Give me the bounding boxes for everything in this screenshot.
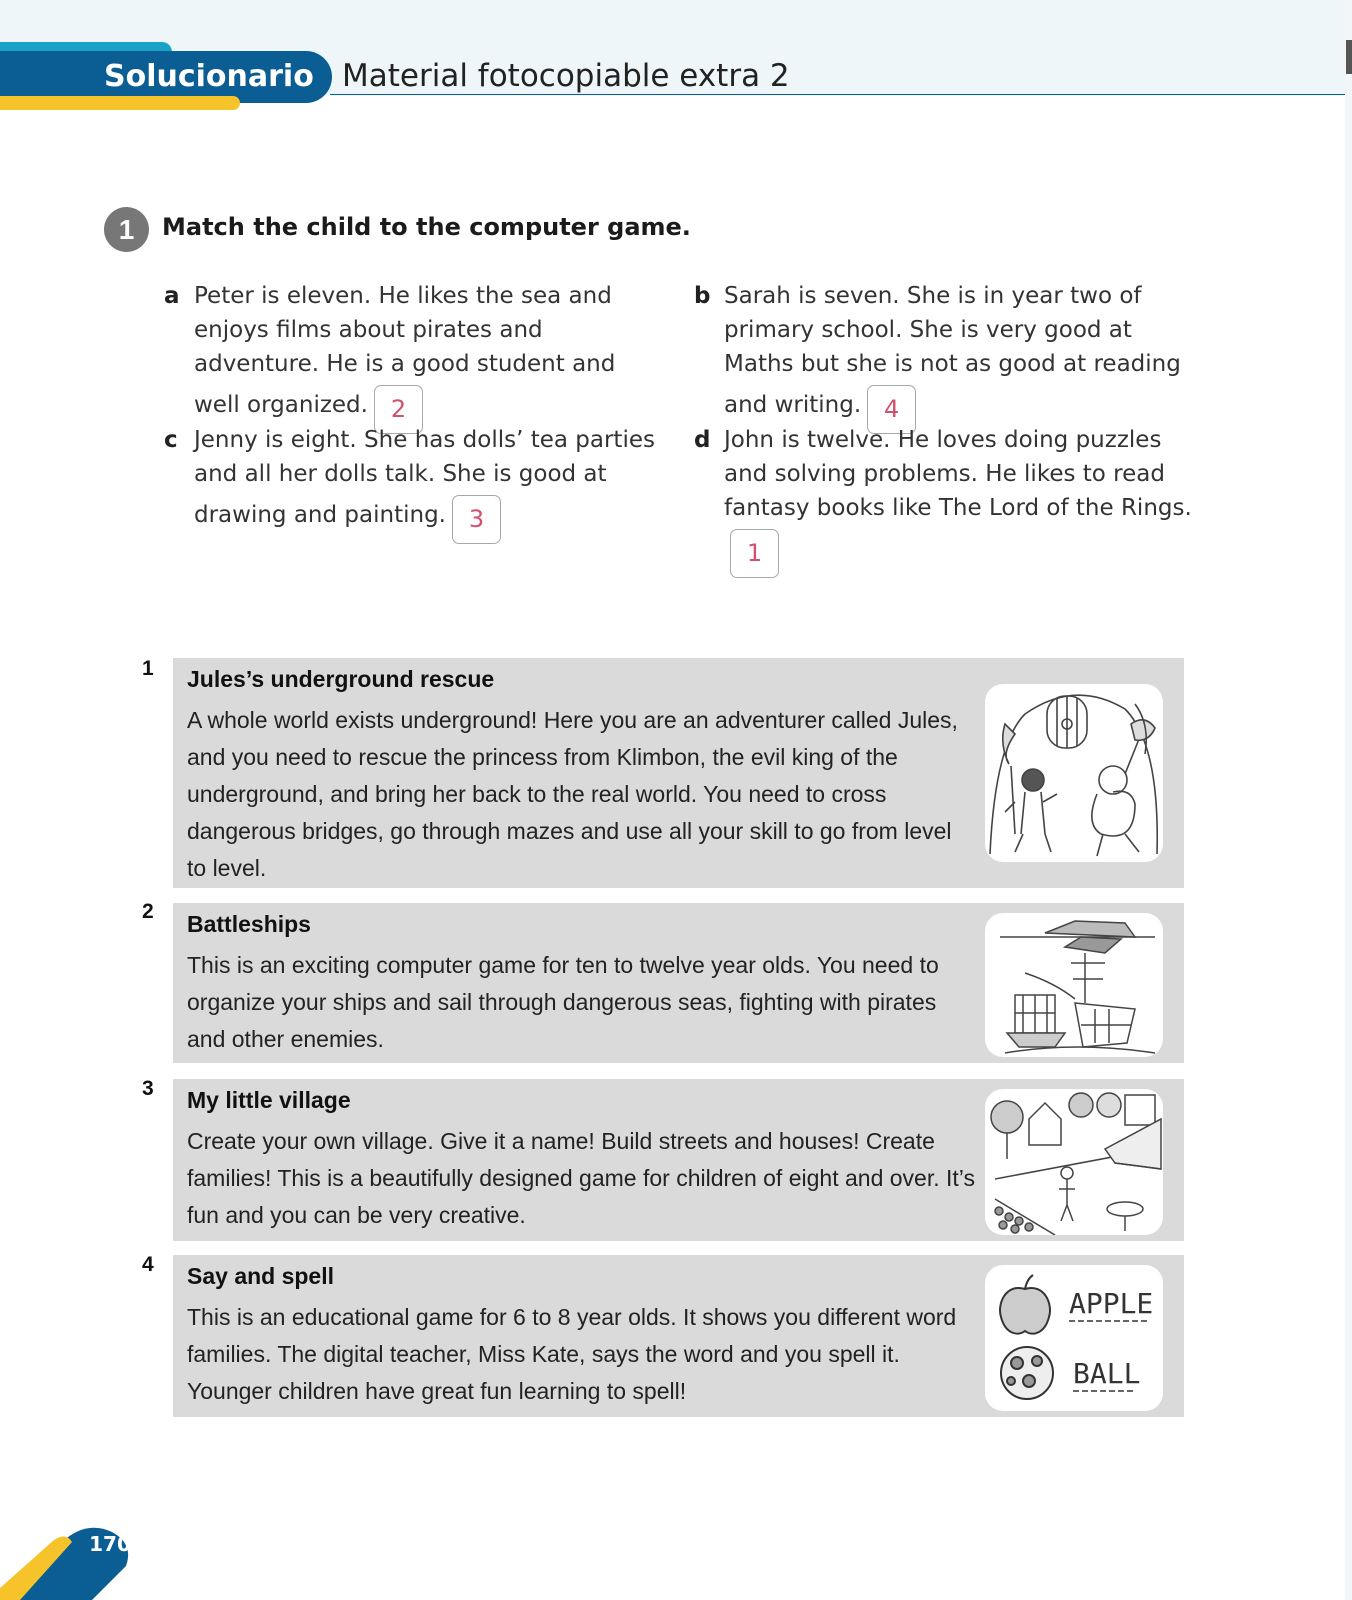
game-description: This is an exciting computer game for ten to twelve year olds. You need to organize your ships and sail through dangerous seas, fighting with pirates and other enemies.	[187, 952, 939, 1052]
item-letter: b	[694, 283, 711, 309]
answer-box[interactable]: 2	[374, 385, 423, 434]
game-card-3	[173, 1079, 1184, 1241]
answer-box[interactable]: 1	[730, 529, 779, 578]
answer-box[interactable]: 4	[867, 385, 916, 434]
exercise-number: 1	[104, 207, 149, 252]
game-description: A whole world exists underground! Here you are an adventurer called Jules, and you need to rescue the princess from Klimbon, the evil king of the underground, and bring her back to the real world. You need to cross dangerous bridges, go through mazes and use all your skill to go from level to level.	[187, 707, 958, 881]
apple-ball-illustration	[985, 1265, 1163, 1411]
page-number: 170	[89, 1532, 131, 1556]
page-title: Material fotocopiable extra 2	[342, 58, 790, 94]
game-number: 4	[142, 1253, 154, 1276]
underground-adventure-illustration	[985, 684, 1163, 862]
game-card-2	[173, 903, 1184, 1063]
exercise-instruction: Match the child to the computer game.	[162, 213, 691, 241]
item-letter: c	[164, 427, 178, 453]
ball-word: BALL	[1073, 1357, 1141, 1390]
header-label: Solucionario	[104, 59, 314, 94]
game-number: 3	[142, 1077, 154, 1100]
header-divider	[330, 94, 1345, 95]
scroll-indicator	[1346, 40, 1352, 74]
game-card-1	[173, 658, 1184, 888]
battleships-illustration-svg	[985, 913, 1163, 1057]
village-illustration	[985, 1089, 1163, 1235]
game-title: My little village	[187, 1087, 351, 1113]
game-description: Create your own village. Give it a name! Build streets and houses! Create families! This is a beautifully designed game for children of eight and over. It’s fun and you can be very creative.	[187, 1128, 975, 1228]
game-number: 1	[142, 657, 154, 680]
page-edge	[1345, 0, 1352, 1600]
item-text: Sarah is seven. She is in year two of primary school. She is very good at Maths but she is not as good at reading and writing.	[724, 283, 1181, 418]
apple-word: APPLE	[1069, 1287, 1154, 1320]
battleships-illustration	[985, 913, 1163, 1057]
item-text: John is twelve. He loves doing puzzles and solving problems. He likes to read fantasy books like The Lord of the Rings.	[724, 427, 1192, 521]
answer-box[interactable]: 3	[452, 495, 501, 544]
game-title: Say and spell	[187, 1263, 335, 1289]
village-illustration-svg	[985, 1089, 1163, 1235]
game-title: Jules’s underground rescue	[187, 666, 495, 692]
apple-ball-illustration-svg	[985, 1265, 1163, 1411]
item-letter: d	[694, 427, 711, 453]
game-number: 2	[142, 900, 154, 923]
item-letter: a	[164, 283, 180, 309]
item-text: Peter is eleven. He likes the sea and enjoys films about pirates and adventure. He is a good student and well organized.	[194, 283, 616, 418]
game-description: This is an educational game for 6 to 8 year olds. It shows you different word families. The digital teacher, Miss Kate, says the word and you spell it. Younger children have great fun learning to spell!	[187, 1304, 957, 1404]
game-card-4	[173, 1255, 1184, 1417]
underground-illustration-svg	[985, 684, 1163, 862]
game-title: Battleships	[187, 911, 311, 937]
item-text: Jenny is eight. She has dolls’ tea parties and all her dolls talk. She is good at drawing and painting.	[194, 427, 655, 528]
